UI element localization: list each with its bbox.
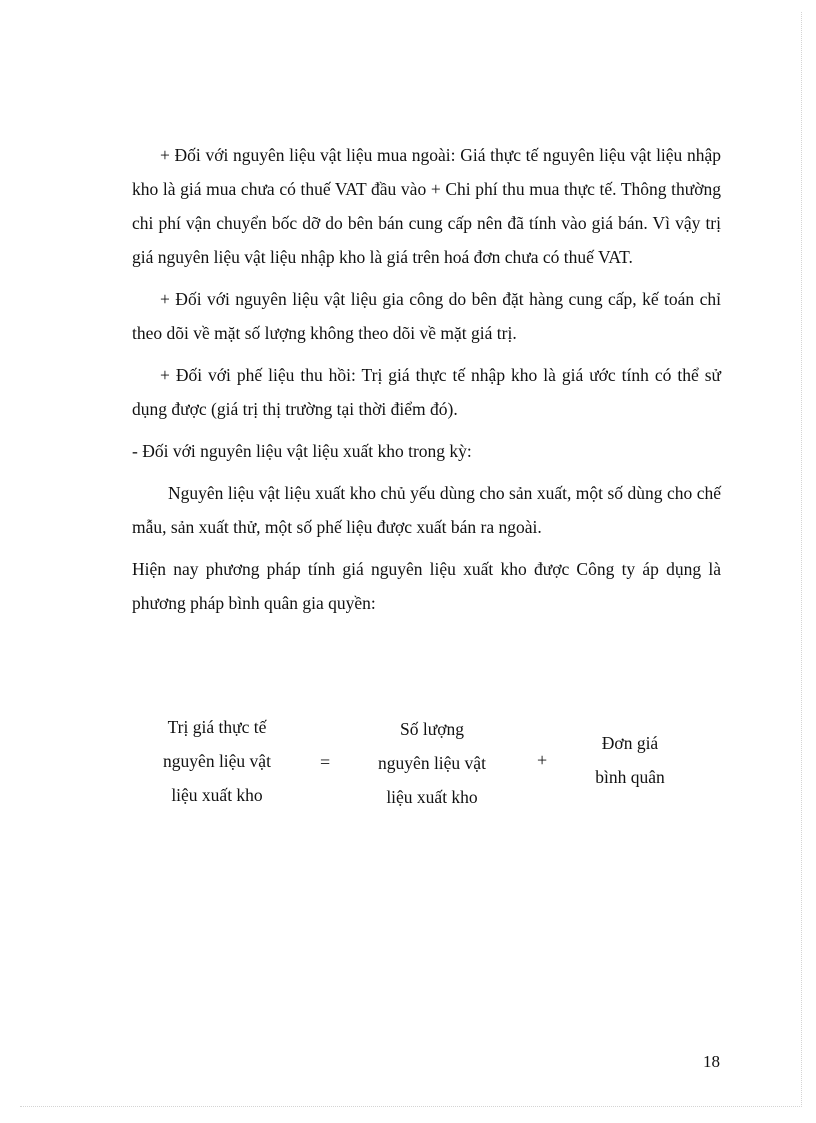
formula-middle-line-3: liệu xuất kho [386,787,478,807]
formula-right-line-1: Đơn giá [601,733,659,753]
paragraph-export-heading: - Đối với nguyên liệu vật liệu xuất kho trong kỳ: [132,441,472,461]
document-body [132,138,721,620]
paragraph-scrap-recovery: + Đối với phế liệu thu hồi: Trị giá thực tế nhập kho là giá ước tính có thể sử dụng được (giá trị thị trường tại thời điểm đó). [132,365,721,419]
page-border-bottom [20,1106,802,1107]
formula-equals-sign: = [320,752,331,772]
formula-middle-line-2: nguyên liệu vật [378,753,486,773]
valuation-formula [0,710,816,820]
paragraph-export-usage: Nguyên liệu vật liệu xuất kho chủ yếu dùng cho sản xuất, một số dùng cho chế mẫu, sản xuất thử, một số phế liệu được xuất bán ra ngoài. [132,483,721,537]
paragraph-processed-materials: + Đối với nguyên liệu vật liệu gia công do bên đặt hàng cung cấp, kế toán chỉ theo dõi về mặt số lượng không theo dõi về mặt giá trị. [132,289,721,343]
page-border-right [801,12,802,1107]
formula-left-line-3: liệu xuất kho [171,785,263,805]
formula-quantity [362,712,502,814]
page-number: 18 [703,1052,720,1071]
formula-left-line-2: nguyên liệu vật [163,751,271,771]
paragraph-purchased-materials: + Đối với nguyên liệu vật liệu mua ngoài: Giá thực tế nguyên liệu vật liệu nhập kho là giá mua chưa có thuế VAT đầu vào + Chi phí thu mua thực tế. Thông thường chi phí vận chuyển bốc dỡ do bên bán cung cấp nên đã tính vào giá bán. Vì vậy trị giá nguyên liệu vật liệu nhập kho là giá trên hoá đơn chưa có thuế VAT. [132,145,721,267]
formula-operator-sign: + [537,750,548,770]
formula-left-line-1: Trị giá thực tế [167,717,267,737]
formula-middle-line-1: Số lượng [400,719,464,739]
paragraph-pricing-method: Hiện nay phương pháp tính giá nguyên liệu xuất kho được Công ty áp dụng là phương pháp bình quân gia quyền: [132,559,721,613]
formula-right-line-2: bình quân [595,767,665,787]
formula-actual-value [145,710,289,812]
formula-average-unit-price [574,726,686,794]
